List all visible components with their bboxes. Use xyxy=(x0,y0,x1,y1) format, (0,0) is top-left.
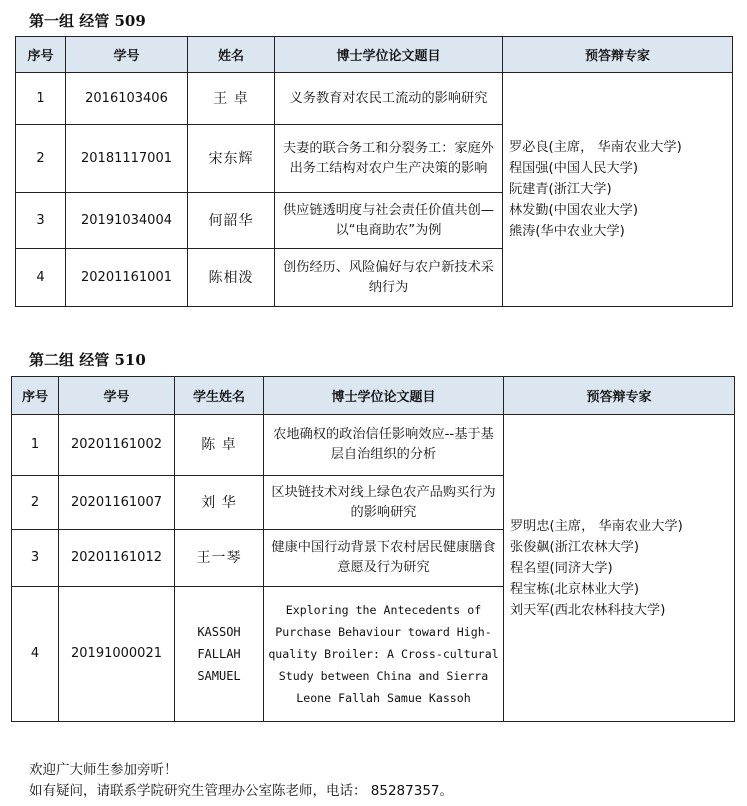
row-no: 3 xyxy=(16,193,66,249)
header-experts: 预答辩专家 xyxy=(503,37,733,73)
row-no: 4 xyxy=(16,249,66,307)
group2-experts xyxy=(504,415,735,722)
row-thesis-title: 健康中国行动背景下农村居民健康膳食意愿及行为研究 xyxy=(264,530,504,587)
header-id: 学号 xyxy=(66,37,188,73)
expert-item: 程国强(中国人民大学) xyxy=(509,161,638,176)
footer-welcome: 欢迎广大师生参加旁听！ xyxy=(29,762,178,778)
group2-header-row xyxy=(12,377,735,415)
row-thesis-title: 义务教育对农民工流动的影响研究 xyxy=(275,73,503,125)
row-student-id: 20201161012 xyxy=(59,530,175,587)
row-student-id: 20191000021 xyxy=(59,587,175,722)
row-student-name: 刘 华 xyxy=(175,476,264,530)
header-no: 序号 xyxy=(12,377,59,415)
row-student-name: 王 卓 xyxy=(188,73,275,125)
row-thesis-title: 供应链透明度与社会责任价值共创— 以“电商助农”为例 xyxy=(275,193,503,249)
row-student-name: KASSOH FALLAH SAMUEL xyxy=(175,587,264,722)
table-row xyxy=(16,73,733,125)
header-thesis: 博士学位论文题目 xyxy=(264,377,504,415)
expert-item: 熊涛(华中农业大学) xyxy=(509,224,625,239)
group1-experts xyxy=(503,73,733,307)
row-thesis-title: 创伤经历、风险偏好与农户新技术采纳行为 xyxy=(275,249,503,307)
row-thesis-title: Exploring the Antecedents of Purchase Behaviour toward High-quality Broiler: A Cross-cultural Study between China and Sierra Leone Fallah Samue Kassoh xyxy=(264,587,504,722)
row-no: 2 xyxy=(16,125,66,193)
group2-title: 第二组 经管 510 xyxy=(29,351,146,369)
header-name: 学生姓名 xyxy=(175,377,264,415)
header-thesis: 博士学位论文题目 xyxy=(275,37,503,73)
group1-header-row xyxy=(16,37,733,73)
row-student-id: 20201161007 xyxy=(59,476,175,530)
row-thesis-title: 区块链技术对线上绿色农产品购买行为的影响研究 xyxy=(264,476,504,530)
expert-item: 张俊飙(浙江农林大学) xyxy=(510,539,639,555)
row-student-name: 陈相泼 xyxy=(188,249,275,307)
expert-item: 罗必良(主席， 华南农业大学) xyxy=(509,140,682,155)
row-student-name: 何韶华 xyxy=(188,193,275,249)
group1-table xyxy=(15,36,733,307)
row-thesis-title: 农地确权的政治信任影响效应--基于基层自治组织的分析 xyxy=(264,415,504,476)
expert-item: 程名望(同济大学) xyxy=(510,560,613,576)
row-no: 3 xyxy=(12,530,59,587)
row-thesis-title: 夫妻的联合务工和分裂务工：家庭外出务工结构对农户生产决策的影响 xyxy=(275,125,503,193)
expert-item: 林发勤(中国农业大学) xyxy=(509,203,638,218)
group1-title: 第一组 经管 509 xyxy=(29,12,146,30)
row-student-id: 20191034004 xyxy=(66,193,188,249)
expert-item: 刘天军(西北农林科技大学) xyxy=(510,602,666,618)
header-id: 学号 xyxy=(59,377,175,415)
row-student-name: 宋东辉 xyxy=(188,125,275,193)
expert-item: 罗明忠(主席， 华南农业大学) xyxy=(510,518,683,534)
row-student-id: 20201161001 xyxy=(66,249,188,307)
header-no: 序号 xyxy=(16,37,66,73)
table-row xyxy=(12,415,735,476)
row-no: 2 xyxy=(12,476,59,530)
row-student-name: 王一琴 xyxy=(175,530,264,587)
row-student-name: 陈 卓 xyxy=(175,415,264,476)
row-student-id: 20201161002 xyxy=(59,415,175,476)
row-student-id: 2016103406 xyxy=(66,73,188,125)
row-no: 4 xyxy=(12,587,59,722)
row-no: 1 xyxy=(12,415,59,476)
expert-item: 阮建青(浙江大学) xyxy=(509,182,612,197)
expert-item: 程宝栋(北京林业大学) xyxy=(510,581,639,597)
header-name: 姓名 xyxy=(188,37,275,73)
row-no: 1 xyxy=(16,73,66,125)
group2-table xyxy=(11,376,735,722)
footer-contact: 如有疑问，请联系学院研究生管理办公室陈老师，电话： 85287357。 xyxy=(29,783,454,799)
row-student-id: 20181117001 xyxy=(66,125,188,193)
header-experts: 预答辩专家 xyxy=(504,377,735,415)
